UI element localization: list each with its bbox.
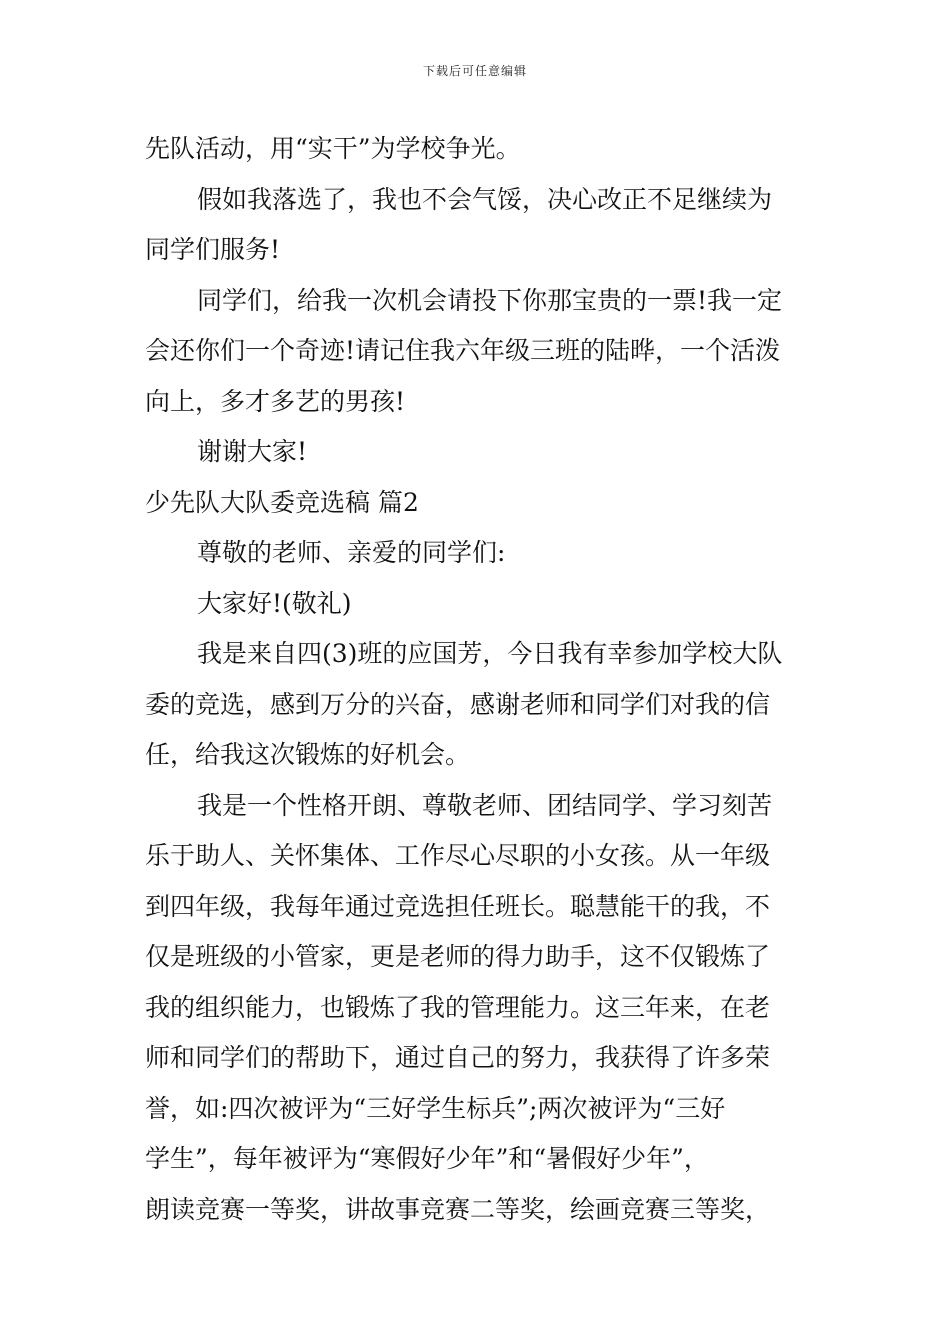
text-line: 学生”，每年被评为“寒假好少年”和“暑假好少年”， [145,1144,709,1173]
text-line: 假如我落选了，我也不会气馁，决心改正不足继续为 [197,184,773,214]
text-line: 誉，如:四次被评为“三好学生标兵”;两次被评为“三好 [145,1093,726,1123]
text-line: 我是来自四(3)班的应国芳，今日我有幸参加学校大队 [197,639,783,668]
text-line: 大家好!(敬礼) [197,588,352,618]
text-line: 朗读竞赛一等奖，讲故事竞赛二等奖，绘画竞赛三等奖， [145,1194,771,1224]
text-line: 到四年级，我每年通过竞选担任班长。聪慧能干的我，不 [145,891,771,921]
text-line: 谢谢大家! [197,437,308,466]
text-line: 乐于助人、关怀集体、工作尽心尽职的小女孩。从一年级 [145,841,771,870]
text-line: 同学们，给我一次机会请投下你那宝贵的一票!我一定 [197,285,783,315]
text-line: 先队活动，用“实干”为学校争光。 [145,134,521,163]
document-body [145,124,810,1235]
text-line: 同学们服务! [145,235,281,264]
text-line: 会还你们一个奇迹!请记住我六年级三班的陆晔，一个活泼 [145,336,781,365]
text-line: 师和同学们的帮助下，通过自己的努力，我获得了许多荣 [145,1043,771,1072]
text-line: 委的竞选，感到万分的兴奋，感谢老师和同学们对我的信 [145,689,771,719]
text-line: 尊敬的老师、亲爱的同学们: [197,538,506,567]
text-line: 任，给我这次锻炼的好机会。 [145,740,471,769]
section-heading: 少先队大队委竞选稿 篇2 [145,487,419,517]
page-header: 下载后可任意编辑 [422,64,527,78]
text-line: 我的组织能力，也锻炼了我的管理能力。这三年来，在老 [145,992,771,1022]
text-line: 向上，多才多艺的男孩! [145,386,406,416]
text-line: 仅是班级的小管家，更是老师的得力助手，这不仅锻炼了 [145,942,771,971]
text-line: 我是一个性格开朗、尊敬老师、团结同学、学习刻苦 [197,790,773,820]
